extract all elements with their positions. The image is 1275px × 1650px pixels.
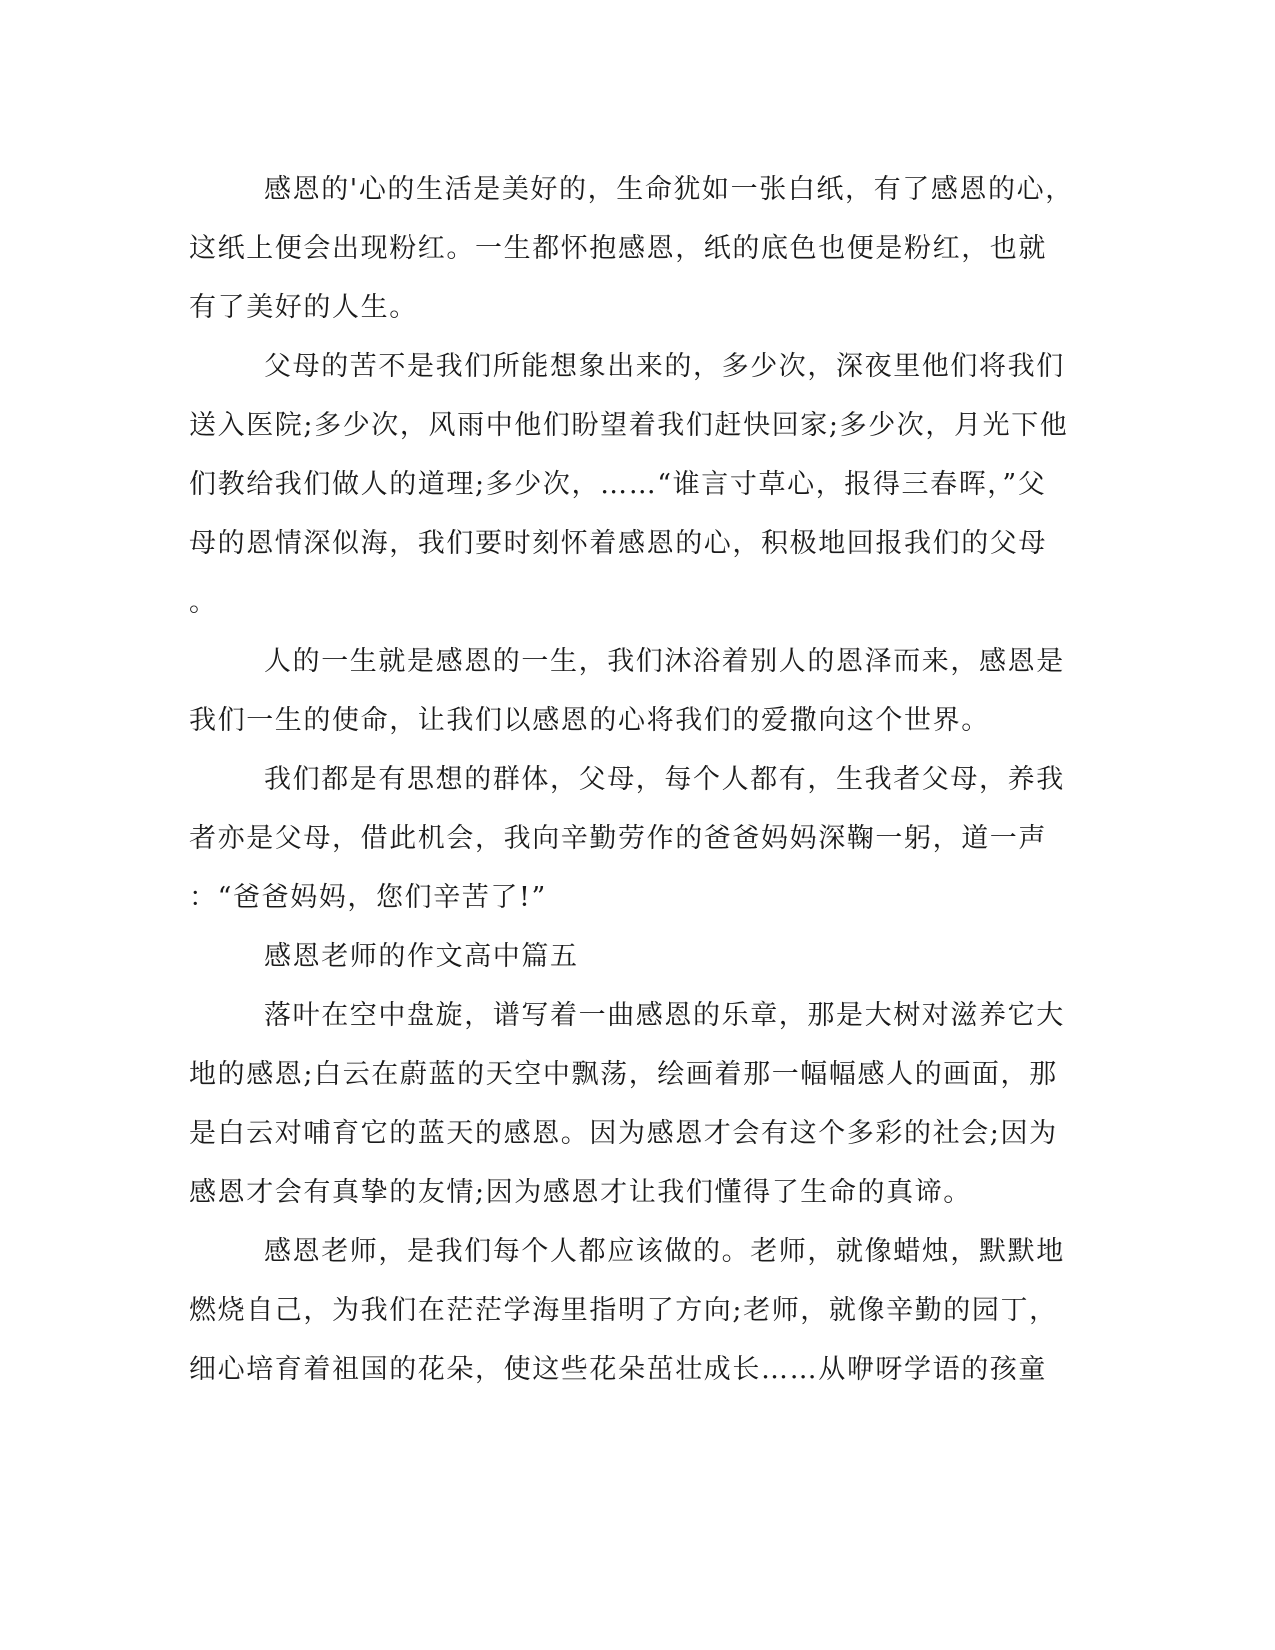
- paragraph-2-line-5: 。: [189, 587, 218, 618]
- paragraph-4-line-2: 者亦是父母，借此机会，我向辛勤劳作的爸爸妈妈深鞠一躬，道一声: [189, 823, 1047, 854]
- paragraph-5-line-1: 落叶在空中盘旋，谱写着一曲感恩的乐章，那是大树对滋养它大: [264, 1000, 1065, 1031]
- paragraph-2-line-3: 们教给我们做人的道理;多少次，……“谁言寸草心，报得三春晖，”父: [189, 469, 1047, 500]
- paragraph-1-line-2: 这纸上便会出现粉红。一生都怀抱感恩，纸的底色也便是粉红，也就: [189, 233, 1047, 264]
- paragraph-2-line-1: 父母的苦不是我们所能想象出来的，多少次，深夜里他们将我们: [264, 351, 1065, 382]
- paragraph-3-line-2: 我们一生的使命，让我们以感恩的心将我们的爱撒向这个世界。: [189, 705, 990, 736]
- paragraph-5-line-2: 地的感恩;白云在蔚蓝的天空中飘荡，绘画着那一幅幅感人的画面，那: [189, 1059, 1058, 1090]
- paragraph-2-line-4: 母的恩情深似海，我们要时刻怀着感恩的心，积极地回报我们的父母: [189, 528, 1047, 559]
- paragraph-5-line-3: 是白云对哺育它的蓝天的感恩。因为感恩才会有这个多彩的社会;因为: [189, 1118, 1058, 1149]
- section-heading: 感恩老师的作文高中篇五: [264, 941, 579, 972]
- paragraph-1-line-3: 有了美好的人生。: [189, 292, 418, 323]
- paragraph-4-line-3: ：“爸爸妈妈，您们辛苦了!”: [189, 882, 547, 913]
- paragraph-4-line-1: 我们都是有思想的群体，父母，每个人都有，生我者父母，养我: [264, 764, 1065, 795]
- paragraph-6-line-1: 感恩老师，是我们每个人都应该做的。老师，就像蜡烛，默默地: [264, 1236, 1065, 1267]
- paragraph-1-line-1: 感恩的'心的生活是美好的，生命犹如一张白纸，有了感恩的心，: [264, 174, 1074, 205]
- paragraph-6-line-3: 细心培育着祖国的花朵，使这些花朵茁壮成长……从咿呀学语的孩童: [189, 1354, 1047, 1385]
- paragraph-2-line-2: 送入医院;多少次，风雨中他们盼望着我们赶快回家;多少次，月光下他: [189, 410, 1069, 441]
- paragraph-5-line-4: 感恩才会有真挚的友情;因为感恩才让我们懂得了生命的真谛。: [189, 1177, 972, 1208]
- paragraph-3-line-1: 人的一生就是感恩的一生，我们沐浴着别人的恩泽而来，感恩是: [264, 646, 1065, 677]
- paragraph-6-line-2: 燃烧自己，为我们在茫茫学海里指明了方向;老师，就像辛勤的园丁，: [189, 1295, 1058, 1326]
